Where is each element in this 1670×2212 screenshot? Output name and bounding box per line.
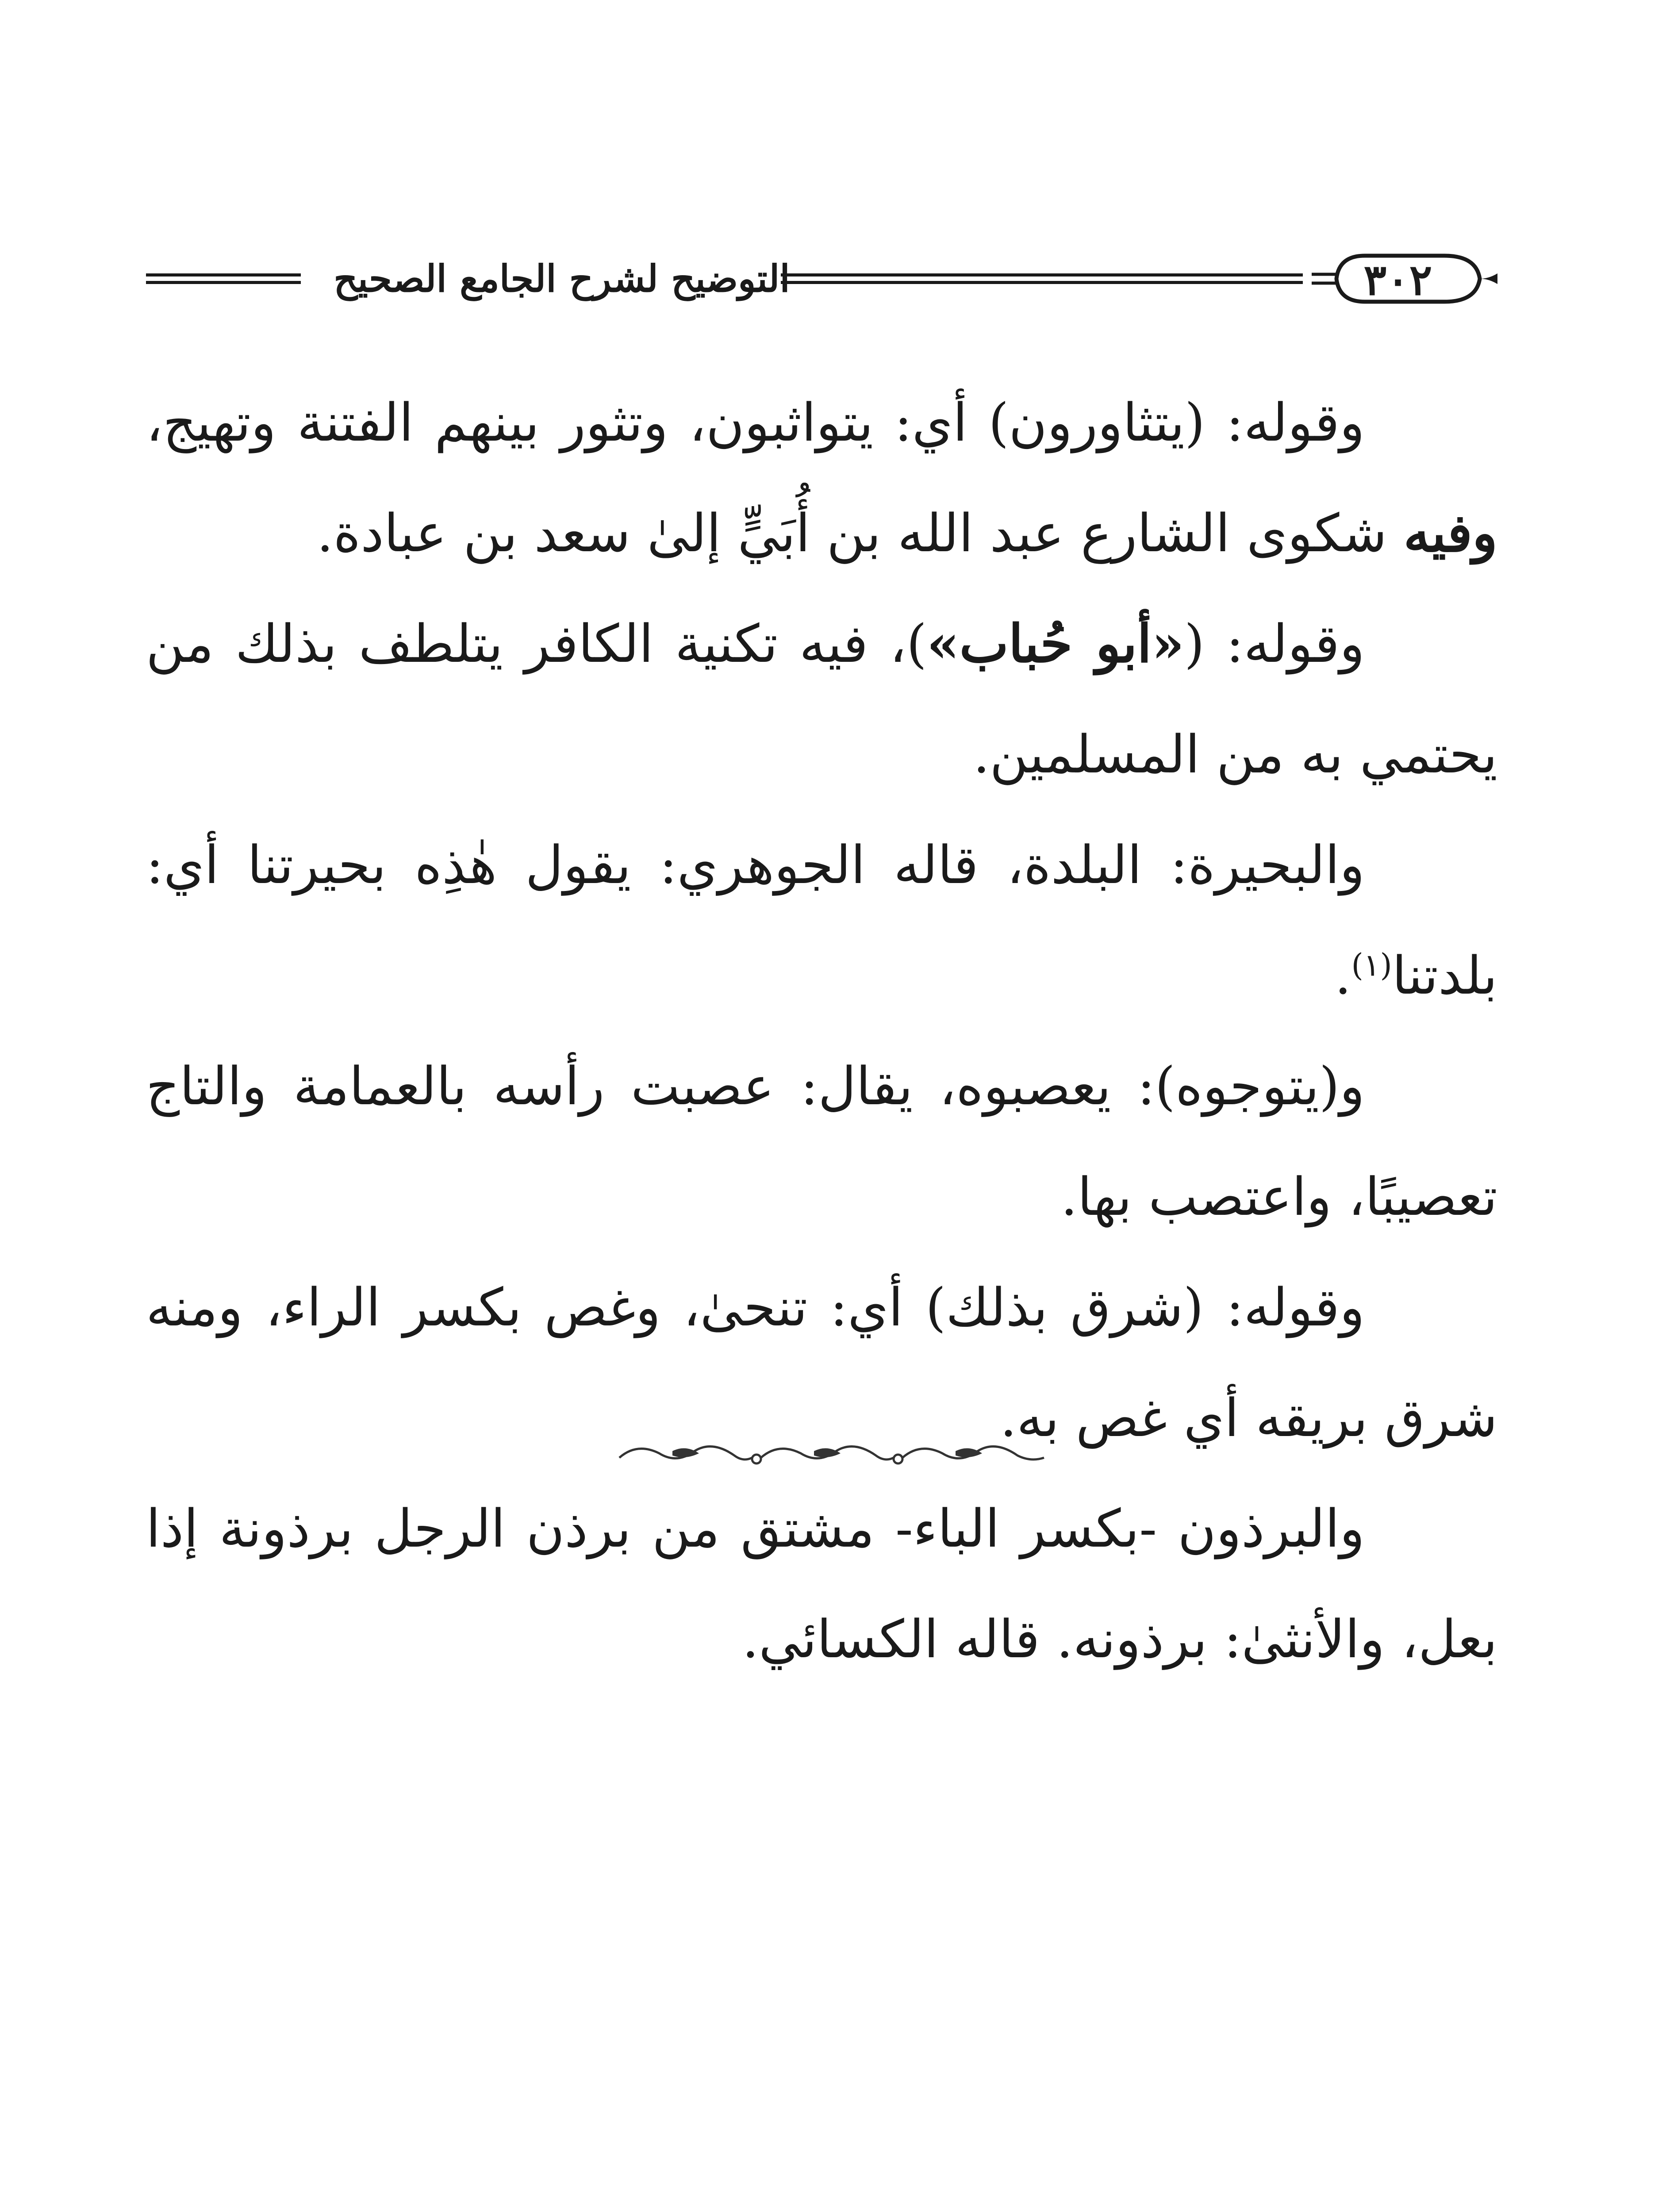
paragraph (146, 810, 1497, 1031)
paragraph (146, 588, 1497, 810)
paragraph (146, 1473, 1497, 1694)
paragraph-emphasis: وفيه (1403, 502, 1497, 564)
paragraph-text: وقوله: ( (1184, 613, 1365, 674)
paragraph-text: و(يتوجوه): يعصبوه، يقال: عصبت رأسه بالعمامة والتاج تعصيبًا، واعتصب بها. (146, 1056, 1497, 1227)
paragraph (146, 1031, 1497, 1252)
running-header (146, 234, 1497, 323)
paragraph-text: شكوى الشارع عبد الله بن أُبَيٍّ إلىٰ سعد بن عبادة. (316, 503, 1404, 564)
footnote-reference[interactable]: (١) (1351, 947, 1392, 983)
paragraph-text: )، فيه تكنية الكافر يتلطف بذلك من يحتمي به من المسلمين. (146, 613, 1497, 785)
page-number: ٣٠٢ (1363, 255, 1432, 305)
paragraph-text: والبرذون -بكسر الباء- مشتق من برذن الرجل برذونة إذا بعل، والأنثىٰ: برذونه. قاله الكسائي. (146, 1498, 1497, 1670)
paragraph-text: والبحيرة: البلدة، قاله الجوهري: يقول هٰذِه بحيرتنا أي: بلدتنا (146, 834, 1497, 1006)
paragraph-emphasis: «أبو حُباب» (927, 613, 1184, 674)
paragraph-text: وقوله: (شرق بذلك) أي: تنحىٰ، وغص بكسر الراء، ومنه شرق بريقه أي غص به. (146, 1277, 1497, 1448)
paragraph-text: . (1335, 945, 1351, 1006)
running-title: التوضيح لشرح الجامع الصحيح (334, 257, 790, 300)
main-text (146, 367, 1497, 1694)
page-number-badge (1312, 248, 1497, 310)
header-rule-right (781, 273, 1303, 284)
header-rule-left (146, 273, 301, 284)
paragraph-text: وقوله: (يتثاورون) أي: يتواثبون، وتثور بينهم الفتنة وتهيج، (146, 392, 1365, 453)
paragraph (146, 367, 1497, 588)
ornament-divider-icon (610, 1433, 1053, 1478)
